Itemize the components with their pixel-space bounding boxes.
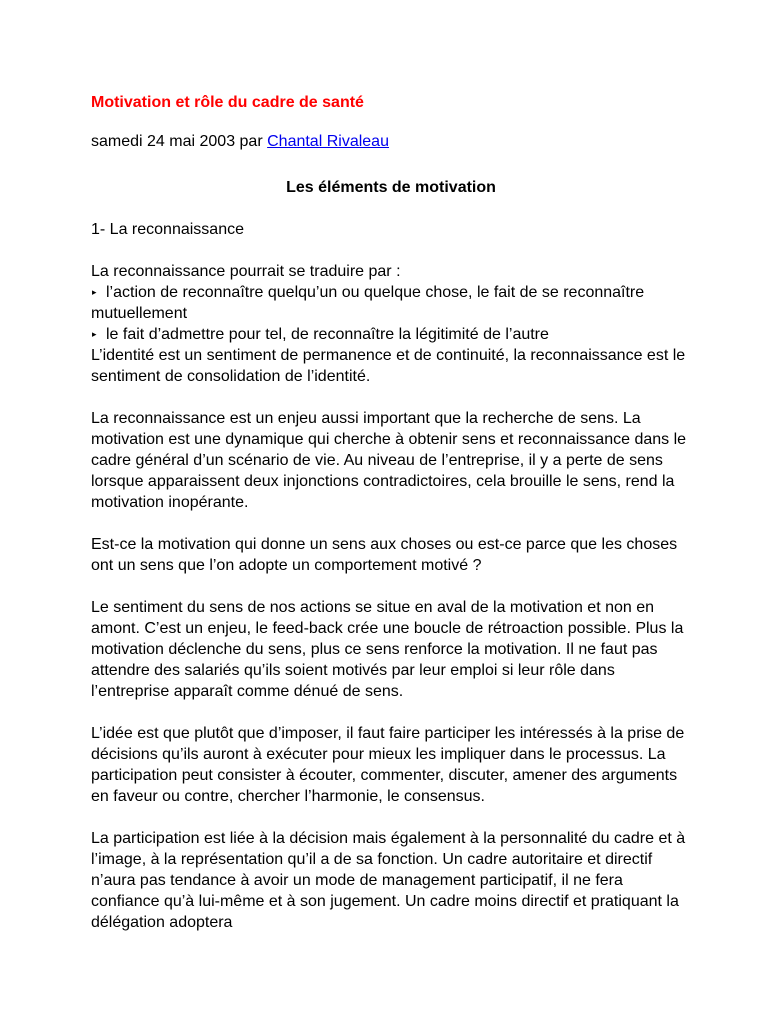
document-page (91, 92, 691, 954)
intro-block (91, 261, 691, 387)
intro-line: La reconnaissance pourrait se traduire par : (91, 263, 401, 280)
author-link[interactable]: Chantal Rivaleau (267, 133, 389, 150)
bullet-text: le fait d’admettre pour tel, de reconnaître la légitimité de l’autre (106, 326, 549, 343)
paragraph: Le sentiment du sens de nos actions se situe en aval de la motivation et non en amont. C’est un enjeu, le feed-back crée une boucle de rétroaction possible. Plus la motivation déclenche du sens, plus ce sens renforce la motivation. Il ne faut pas attendre des salariés qu’ils soient motivés par leur emploi si leur rôle dans l’entreprise apparaît comme dénué de sens. (91, 599, 684, 700)
bullet-item (91, 282, 691, 324)
paragraph: La reconnaissance est un enjeu aussi important que la recherche de sens. La motivation est une dynamique qui cherche à obtenir sens et reconnaissance dans le cadre général d’un scénario de vie. Au niveau de l’entreprise, il y a perte de sens lorsque apparaissent deux injonctions contradictoires, cela brouille le sens, rend la motivation inopérante. (91, 410, 687, 511)
bullet-arrow-icon: ▸ (92, 329, 97, 339)
subheading: 1- La reconnaissance (91, 221, 244, 238)
byline (91, 131, 691, 152)
byline-date: samedi 24 mai 2003 par (91, 133, 263, 150)
paragraph: L’idée est que plutôt que d’imposer, il faut faire participer les intéressés à la prise de décisions qu’ils auront à exécuter pour mieux les impliquer dans le processus. La participation peut consister à écouter, commenter, discuter, amener des arguments en faveur ou contre, chercher l’harmonie, le consensus. (91, 725, 685, 805)
bullet-text: l’action de reconnaître quelqu’un ou quelque chose, le fait de se reconnaître mutuellement (91, 284, 645, 322)
section-heading: Les éléments de motivation (286, 179, 496, 196)
paragraph: Est-ce la motivation qui donne un sens aux choses ou est-ce parce que les choses ont un sens que l’on adopte un comportement motivé ? (91, 536, 678, 574)
bullet-item (91, 324, 691, 345)
paragraph: La participation est liée à la décision mais également à la personnalité du cadre et à l’image, à la représentation qu’il a de sa fonction. Un cadre autoritaire et directif n’aura pas tendance à avoir un mode de management participatif, il ne fera confiance qu’à lui-même et à son jugement. Un cadre moins directif et pratiquant la délégation adoptera (91, 830, 686, 931)
intro-tail: L’identité est un sentiment de permanence et de continuité, la reconnaissance est le sentiment de consolidation de l’identité. (91, 347, 686, 385)
article-title: Motivation et rôle du cadre de santé (91, 94, 364, 111)
bullet-arrow-icon: ▸ (92, 287, 97, 297)
